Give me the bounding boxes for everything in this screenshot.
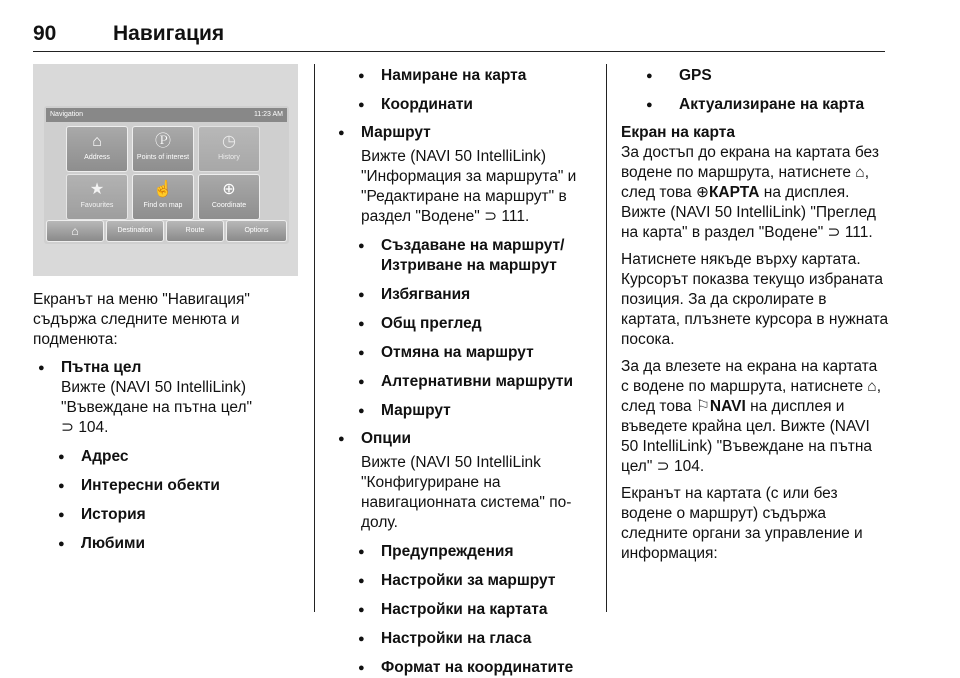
hand-icon: ☝ <box>153 181 173 198</box>
poi-icon: Ⓟ <box>154 133 171 150</box>
list-item: ● Настройки за маршрут <box>333 571 595 591</box>
navigation-screen-figure <box>33 64 298 276</box>
navigation-screen <box>44 106 289 244</box>
history-icon: ◷ <box>222 133 236 150</box>
tile-find-on-map: ☝ Find on map <box>132 174 194 220</box>
home-icon: ⌂ <box>46 220 104 242</box>
page-ref-icon: ⊃ <box>827 224 841 241</box>
list-item-route: ● Маршрут <box>333 123 595 143</box>
paragraph: Екранът на картата (с или без водене о маршрут) съдържа следните органи за управление и информация: <box>621 485 863 562</box>
column-divider <box>314 64 315 612</box>
paragraph: За достъп до екрана на картата без водене по маршрута, натиснете ⌂, след това ⊕КАРТА на дисплея. Вижте (NAVI 50 IntelliLink) "Преглед на карта" в раздел "Водене" ⊃ 111. <box>621 144 879 241</box>
list-item: ● GPS <box>621 66 889 86</box>
route-button: Route <box>166 220 224 242</box>
list-item-trip: ● Пътна цел <box>33 358 298 378</box>
list-item: ● Отмяна на маршрут <box>333 343 595 363</box>
destination-button: Destination <box>106 220 164 242</box>
flag-icon: ⚐ <box>695 398 710 415</box>
list-item: ● Избягвания <box>333 285 595 305</box>
tile-favourites: ★ Favourites <box>66 174 128 220</box>
page-title: Навигация <box>113 22 225 45</box>
bottom-bar <box>46 220 287 242</box>
page-ref-icon: ⊃ <box>484 208 498 225</box>
column-3 <box>621 64 889 564</box>
tile-coordinate: ⊕ Coordinate <box>198 174 260 220</box>
options-reference: Вижте (NAVI 50 IntelliLink "Конфигуриране на навигационната система" по-долу. <box>361 454 572 531</box>
list-item: ● Адрес <box>33 447 298 467</box>
intro-text: Екранът на меню "Навигация" съдържа следните менюта и подменюта: <box>33 291 250 348</box>
list-item: ● Настройки на картата <box>333 600 595 620</box>
list-item: ● Маршрут <box>333 401 595 421</box>
list-item: ● Любими <box>33 534 298 554</box>
globe-icon: ⊕ <box>222 181 236 198</box>
list-item: ● Намиране на карта <box>333 66 595 86</box>
column-2 <box>333 64 595 678</box>
column-1 <box>33 290 298 554</box>
tile-points-of-interest: Ⓟ Points of interest <box>132 126 194 172</box>
paragraph: За да влезете на екрана на картата с водене по маршрута, натиснете ⌂, след това ⚐NAVI на дисплея и въведете крайна цел. Вижте (NAVI 50 IntelliLink) "Въвеждане на пътна цел" ⊃ 104. <box>621 358 882 475</box>
list-item: ● Настройки на гласа <box>333 629 595 649</box>
status-title: Navigation <box>50 111 84 118</box>
list-item: ● Координати <box>333 95 595 115</box>
paragraph: Натиснете някъде върху картата. Курсорът показва текущо избраната позиция. За да скролирате в картата, плъзнете курсора в нужната посока. <box>621 251 889 348</box>
list-item: ● История <box>33 505 298 525</box>
status-time: 11:23 AM <box>253 111 283 118</box>
tile-history: ◷ History <box>198 126 260 172</box>
list-item-options: ● Опции <box>333 429 595 449</box>
list-item: ● Предупреждения <box>333 542 595 562</box>
list-item: ● Формат на координатите <box>333 658 595 678</box>
page-number: 90 <box>33 22 57 45</box>
tile-address: ⌂ Address <box>66 126 128 172</box>
options-button: Options <box>226 220 287 242</box>
column-divider <box>606 64 607 612</box>
list-item: ● Алтернативни маршрути <box>333 372 595 392</box>
home-icon: ⌂ <box>855 164 865 181</box>
list-item: ● Интересни обекти <box>33 476 298 496</box>
status-bar <box>46 108 287 122</box>
list-item: ● Общ преглед <box>333 314 595 334</box>
page-header <box>33 20 885 52</box>
page-ref-icon: ⊃ <box>656 458 670 475</box>
trip-reference: Вижте (NAVI 50 IntelliLink) "Въвеждане на пътна цел" ⊃ 104. <box>61 379 253 436</box>
home-icon: ⌂ <box>867 378 877 395</box>
page-ref-icon: ⊃ <box>61 419 74 436</box>
route-reference: Вижте (NAVI 50 IntelliLink) "Информация за маршрута" и "Редактиране на маршрут" в раздел "Водене" ⊃ 111. <box>361 148 577 225</box>
section-title: Екран на карта <box>621 124 735 141</box>
star-icon: ★ <box>89 181 105 198</box>
list-item: ● Актуализиране на карта <box>621 95 889 115</box>
home-icon: ⌂ <box>92 133 102 150</box>
map-icon: ⊕ <box>695 184 709 201</box>
list-item: ● Създаване на маршрут/ Изтриване на маршрут <box>333 236 595 276</box>
